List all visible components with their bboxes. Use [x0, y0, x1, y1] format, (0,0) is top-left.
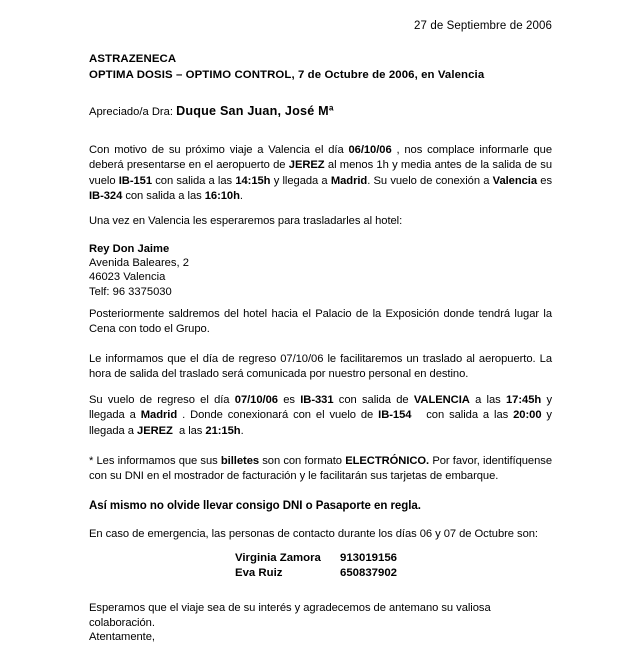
outbound-text-6: . Su vuelo de conexión a	[367, 174, 493, 187]
contact-name: Eva Ruiz	[235, 567, 283, 579]
outbound-flight-1: IB-151	[118, 174, 153, 187]
inbound-return-date: 07/10/06	[234, 394, 278, 406]
hotel-street: Avenida Baleares, 2	[89, 257, 189, 270]
greeting-line	[89, 104, 552, 120]
return-transfer-text: Le informamos que el día de regreso 07/10/06 le facilitaremos un traslado al aeropuerto. La hora de salida del traslado será comunicada por nuestro personal en destino.	[89, 353, 552, 381]
transfer-intro-paragraph	[89, 214, 552, 229]
outbound-flight-paragraph	[89, 143, 552, 204]
inbound-city-2: JEREZ	[137, 424, 173, 437]
hotel-city: 46023 Valencia	[89, 271, 166, 284]
inbound-text-4: a las	[469, 394, 506, 406]
hotel-address-block	[89, 242, 552, 299]
ticket-note-text-3: Por favor, identifíquense con su DNI en el mostrador de facturación y le facilitarán sus tarjetas de embarque.	[89, 455, 552, 483]
contact-name: Virginia Zamora	[235, 552, 321, 564]
outbound-text-5: y llegada a	[270, 174, 331, 187]
inbound-text-1: Su vuelo de regreso el día	[89, 394, 235, 406]
inbound-city-1: Madrid	[140, 409, 178, 422]
hotel-name: Rey Don Jaime	[89, 243, 170, 255]
outbound-text-2: , nos complace informarle que deberá presentarse en el aeropuerto de	[89, 144, 552, 172]
inbound-text-3: con salida de	[333, 394, 414, 406]
emergency-contacts-table	[235, 551, 397, 581]
emergency-intro-paragraph	[89, 527, 552, 542]
dinner-paragraph	[89, 307, 552, 338]
outbound-text-3: al menos 1h y media antes de la salida de su vuelo	[89, 159, 552, 187]
table-row	[235, 551, 397, 566]
inbound-text-7: con salida a las	[411, 409, 514, 422]
inbound-origin: VALENCIA	[413, 394, 470, 406]
closing-paragraph	[89, 601, 552, 632]
outbound-departure-airport: JEREZ	[288, 159, 325, 172]
ticket-note-text-2: son con formato	[259, 455, 346, 467]
document-date: 27 de Septiembre de 2006	[414, 20, 552, 32]
return-transfer-paragraph	[89, 352, 552, 383]
outbound-text-9: .	[239, 189, 243, 202]
outbound-city-2: Valencia	[492, 174, 538, 187]
inbound-flight-paragraph	[89, 393, 552, 439]
ticket-note-tickets: billetes	[220, 455, 260, 467]
letter-header	[89, 52, 552, 83]
inbound-time-3: 21:15h	[205, 424, 241, 437]
signoff-line	[89, 630, 552, 645]
outbound-flight-2: IB-324	[89, 189, 123, 202]
inbound-text-8: y llegada a	[89, 409, 552, 437]
inbound-text-5: y llegada a	[89, 394, 552, 422]
ticket-note-text-1: * Les informamos que sus	[89, 455, 221, 467]
id-reminder-paragraph	[89, 499, 552, 514]
emergency-intro-text: En caso de emergencia, las personas de contacto durante los días 06 y 07 de Octubre son:	[89, 528, 538, 540]
emergency-contacts-block	[235, 551, 552, 581]
inbound-text-6: . Donde conexionará con el vuelo de	[177, 409, 379, 422]
inbound-text-9: a las	[172, 424, 206, 437]
outbound-city-1: Madrid	[330, 174, 368, 187]
ticket-note-format: ELECTRÓNICO.	[345, 455, 430, 467]
signoff-text: Atentamente,	[89, 631, 155, 643]
closing-text: Esperamos que el viaje sea de su interés y agradecemos de antemano su valiosa colaboración.	[89, 602, 491, 630]
inbound-time-2: 20:00	[513, 409, 542, 422]
inbound-text-10: .	[240, 424, 244, 437]
salutation: Apreciado/a Dra:	[89, 106, 173, 118]
outbound-text-8: con salida a las	[122, 189, 205, 202]
event-title: OPTIMA DOSIS – OPTIMO CONTROL, 7 de Octubre de 2006, en Valencia	[89, 68, 485, 81]
ticket-note-paragraph	[89, 454, 552, 485]
outbound-text-7: es	[537, 174, 552, 187]
dinner-text: Posteriormente saldremos del hotel hacia el Palacio de la Exposición donde tendrá lugar la Cena con todo el Grupo.	[89, 308, 552, 336]
inbound-flight-1: IB-331	[300, 394, 334, 406]
inbound-flight-2: IB-154	[378, 409, 412, 422]
company-name: ASTRAZENECA	[89, 53, 177, 65]
recipient-name: Duque San Juan, José Mª	[176, 104, 334, 118]
contact-phone: 913019156	[340, 552, 398, 564]
outbound-time-1: 14:15h	[235, 174, 271, 187]
table-row	[235, 566, 397, 581]
outbound-time-2: 16:10h	[204, 189, 240, 202]
transfer-intro-text: Una vez en Valencia les esperaremos para trasladarles al hotel:	[89, 215, 403, 227]
inbound-time-1: 17:45h	[506, 394, 542, 406]
inbound-text-2: es	[277, 394, 301, 406]
hotel-phone: Telf: 96 3375030	[89, 285, 172, 298]
contact-phone: 650837902	[340, 567, 398, 579]
outbound-text-1: Con motivo de su próximo viaje a Valencia el día	[89, 144, 349, 156]
outbound-text-4: con salida a las	[152, 174, 236, 187]
id-reminder-text: Así mismo no olvide llevar consigo DNI o Pasaporte en regla.	[89, 500, 421, 512]
outbound-travel-date: 06/10/06	[348, 144, 392, 156]
